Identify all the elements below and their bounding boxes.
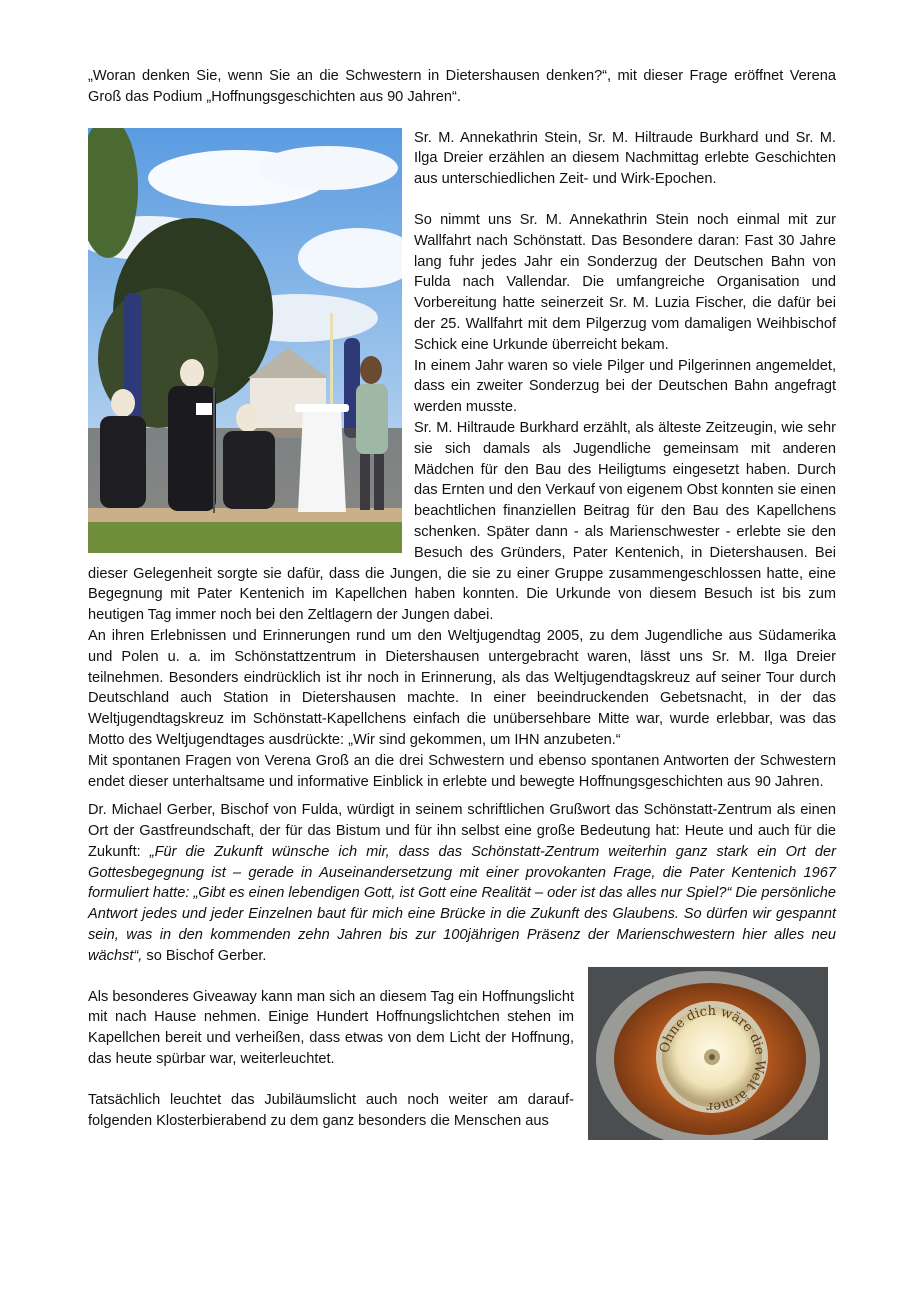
giveaway-paragraph: Als besonderes Giveaway kann man sich an diesem Tag ein Hoffnungslicht mit nach Hause nehmen. Einige Hundert Hoffnungslichtchen stehen im Kapellchen bereit und verheißen, dass etwas von dem Licht der Hoffnung, das heute spürbar war, weiterleuchtet. bbox=[88, 988, 574, 1068]
intro-paragraph: „Woran denken Sie, wenn Sie an die Schwestern in Dietershausen denken?“, mit dieser Frage eröffnet Verena Groß das Podium „Hoffnungsgeschichten aus 90 Jahren“. bbox=[88, 68, 836, 105]
bishop-quote: „Für die Zukunft wünsche ich mir, dass das Schönstatt-Zentrum weiterhin ganz stark ein Ort der Gottesbegegnung ist – gerade in Auseinandersetzung mit einer provokanten Frage, die Pater Kentenich 1967 formuliert hatte: „Gibt es einen lebendigen Gott, ist Gott eine Realität – oder ist das alles nur Spiel?“ Die persönliche Antwort jedes und jeder Einzelnen baut für mich eine Brücke in die Zukunft des Glaubens. So dürfen wir gespannt sein, was in den kommenden zehn Jahren bis zur 100jährigen Präsenz der Marienschwestern hier alles neu wächst“, bbox=[88, 843, 836, 964]
second-train-paragraph: In einem Jahr waren so viele Pilger und Pilgerinnen angemeldet, dass ein zweiter Sonderzug bei der Deutschen Bahn angefragt werden musste. bbox=[414, 357, 836, 416]
questions-paragraph: Mit spontanen Fragen von Verena Groß an die drei Schwestern und ebenso spontanen Antworten der Schwestern endet dieser unterhaltsame und informative Einblick in erlebte und bewegte Hoffnungsgeschichten aus 90 Jahren. bbox=[88, 752, 836, 790]
speakers-paragraph: Sr. M. Annekathrin Stein, Sr. M. Hiltraude Burkhard und Sr. M. Ilga Dreier erzählen an diesem Nachmittag erlebte Geschichten aus unterschiedlichen Zeit- und Wirk-Epochen. bbox=[414, 129, 836, 188]
candle-photo bbox=[588, 967, 828, 1140]
bishop-outro: so Bischof Gerber. bbox=[142, 947, 267, 964]
hiltraude-paragraph: Sr. M. Hiltraude Burkhard erzählt, als älteste Zeitzeugin, wie sehr sie sich damals als Jugendliche gemeinsam mit anderen Mädchen für den Bau des Heiligtums eingesetzt haben. Durch das Ernten und den Verkauf von eigenem Obst konnten sie einen beachtlichen finanziellen Beitrag für den Bau des Kapellchens schenken. Später dann - als Marienschwester - erlebte sie den Besuch des Gründers, Pater Kentenich, in Dietershausen. Bei dieser Gelegenheit sorgte sie dafür, dass die Jungen, die sie zu einer Gruppe zusammengeschlossen hatte, eine Begegnung mit Pater Kentenich im Kapellchen haben konnten. Die Urkunde von diesem Besuch ist bis zum heutigen Tag immer noch bei den Zeltlagern der Jungen dabei. bbox=[88, 419, 836, 624]
beer-evening-paragraph: Tatsächlich leuchtet das Jubiläumslicht auch noch weiter am darauffolgenden Klosterbierabend zu dem ganz besonders die Menschen aus bbox=[88, 1091, 574, 1129]
bishop-paragraph bbox=[88, 800, 836, 966]
pilgrimage-paragraph: So nimmt uns Sr. M. Annekathrin Stein noch einmal mit zur Wallfahrt nach Schönstatt. Das Besondere daran: Fast 30 Jahre lang fuhr jedes Jahr ein Sonderzug der Deutschen Bahn von Fulda nach Vallendar. Die umfangreiche Organisation und Vorbereitung hatte seinerzeit Sr. M. Luzia Fischer, die dafür bei der 25. Wallfahrt mit dem Pilgerzug vom damaligen Weihbischof Schick eine Urkunde überreicht bekam. bbox=[414, 211, 836, 353]
bishop-intro: Dr. Michael Gerber, Bischof von Fulda, würdigt in seinem schriftlichen Grußwort das Schönstatt-Zentrum als einen Ort der Gastfreundschaft, der für das Bistum und für ihn selbst eine große Bedeutung hat: Heute und auch für die Zukunft: bbox=[88, 802, 836, 860]
document-page bbox=[88, 66, 836, 1144]
ilga-paragraph: An ihren Erlebnissen und Erinnerungen rund um den Weltjugendtag 2005, zu dem Jugendliche aus Südamerika und Polen u. a. im Schönstattzentrum in Dietershausen untergebracht waren, lässt uns Sr. M. Ilga Dreier teilnehmen. Besonders eindrücklich ist ihr noch in Erinnerung, als das Weltjugendtagskreuz auf seiner Tour durch Deutschland auch Station in Dietershausen machte. In einer beeindruckenden Gebetsnacht, in der das Weltjugendtagskreuz im Schönstatt-Kapellchens einfach die unübersehbare Mitte war, wurde erlebbar, was das Motto des Weltjugendtages ausdrückte: „Wir sind gekommen, um IHN anzubeten.“ bbox=[88, 627, 836, 748]
candle-inscription: Ohne dich wäre die Welt ärmer bbox=[657, 1003, 768, 1114]
podium-photo bbox=[88, 128, 402, 553]
